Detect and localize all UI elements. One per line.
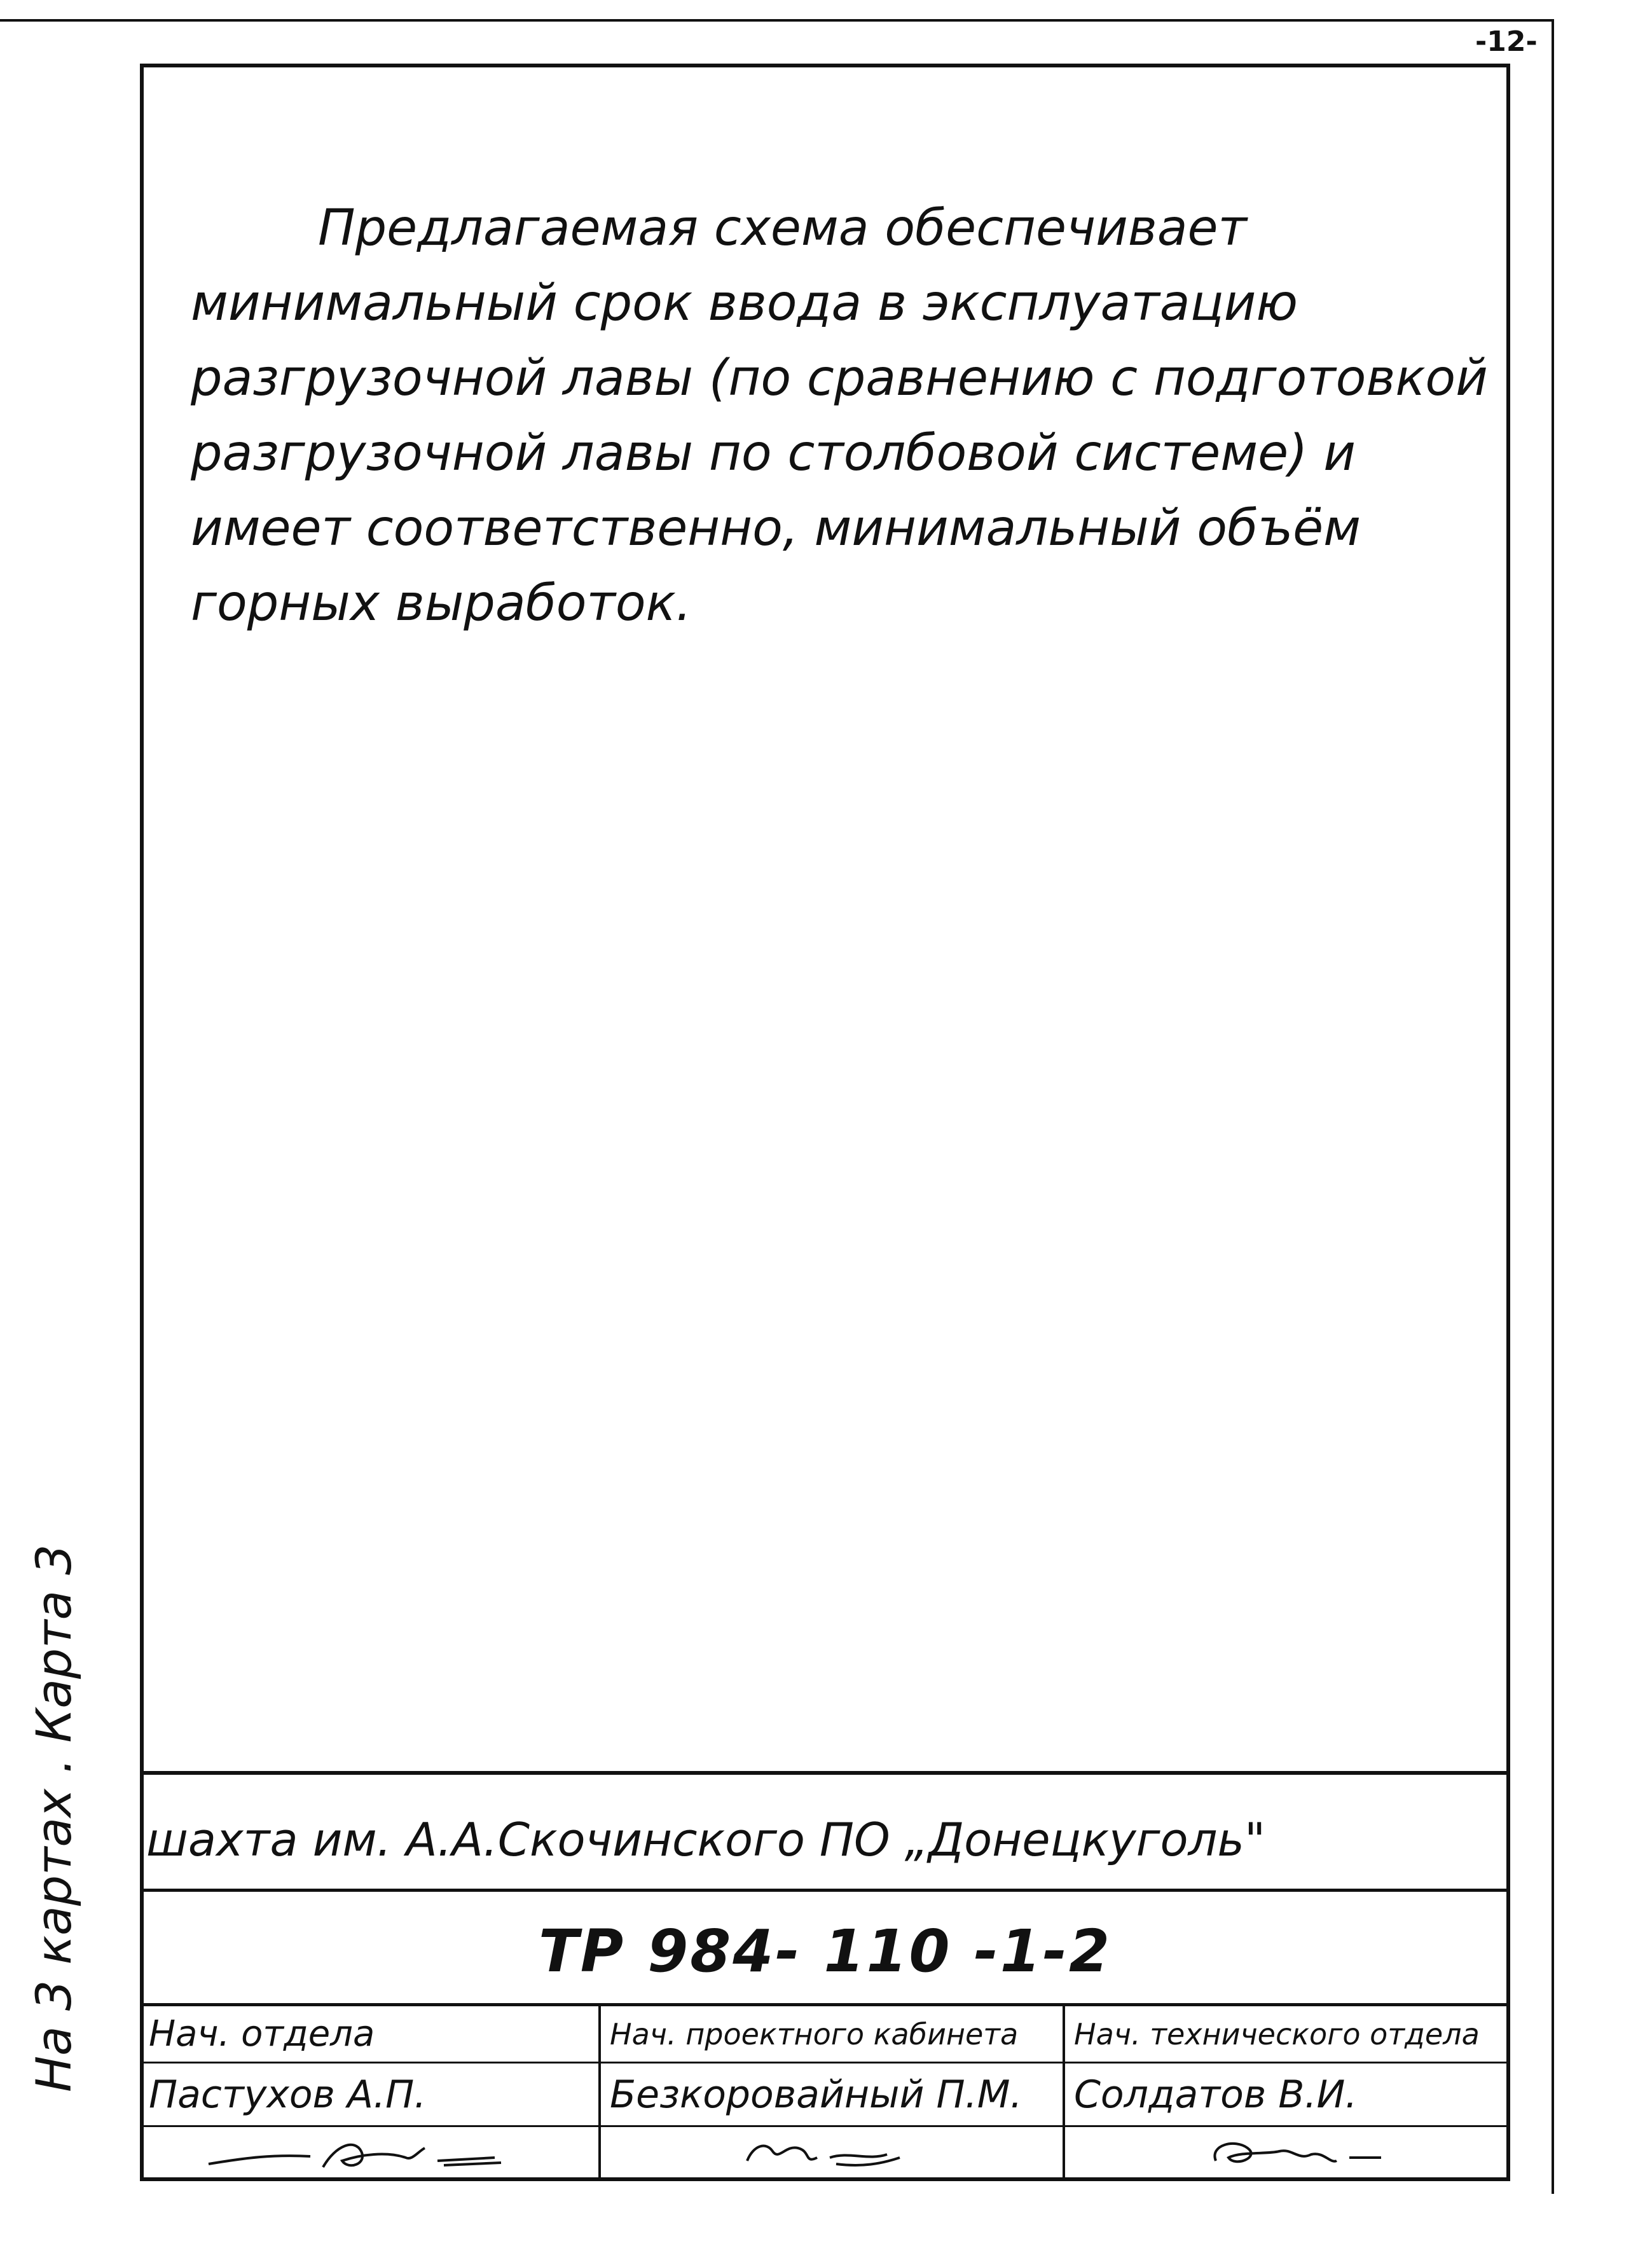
sheet-count-note: На 3 картах . Карта 3 (25, 1544, 82, 2092)
body-paragraph (191, 191, 1494, 641)
signature (140, 2127, 601, 2181)
signature-image (709, 2132, 963, 2177)
body-line: Предлагаемая схема обеспечивает (318, 200, 1247, 257)
signature-image (1165, 2132, 1419, 2177)
document-code: ТР 984- 110 -1-2 (539, 1917, 1112, 1985)
body-line: разгрузочной лавы (по сравнению с подготовкой (191, 350, 1488, 407)
body-line: разгрузочной лавы по столбовой системе) и (191, 425, 1356, 482)
top-rule (0, 19, 1552, 22)
body-line: горных выработок. (191, 575, 692, 632)
signature (601, 2127, 1065, 2181)
title-block-signatures (140, 2003, 1510, 2181)
body-line: минимальный срок ввода в эксплуатацию (191, 275, 1298, 332)
signature (1065, 2127, 1510, 2181)
right-rule (1552, 19, 1554, 2194)
person-name: Солдатов В.И. (1065, 2064, 1510, 2127)
person-name: Безкоровайный П.М. (601, 2064, 1065, 2127)
body-line: имеет соответственно, минимальный объём (191, 500, 1361, 557)
page-number: -12- (1475, 25, 1538, 58)
position-label: Нач. отдела (140, 2006, 601, 2064)
position-label: Нач. технического отдела (1065, 2006, 1510, 2064)
position-label: Нач. проектного кабинета (601, 2006, 1065, 2064)
mine-name: шахта им. А.А.Скочинского ПО „Донецкуголь" (146, 1813, 1266, 1866)
title-block-mine-row (140, 1771, 1510, 1889)
person-name: Пастухов А.П. (140, 2064, 601, 2127)
signature-image (196, 2132, 552, 2177)
title-block-code-row (140, 1889, 1510, 2003)
